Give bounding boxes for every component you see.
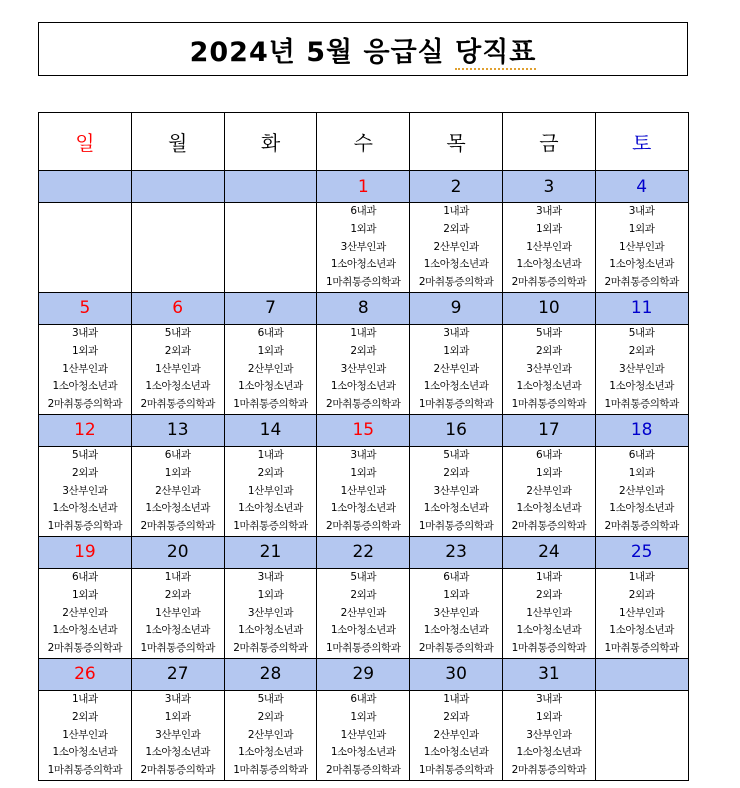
- duty-entry: 2산부인과: [247, 362, 294, 375]
- duty-entry: 1산부인과: [155, 606, 201, 619]
- date-cell: 18: [595, 414, 688, 446]
- duty-row: [39, 324, 689, 414]
- duty-entry: 1산부인과: [340, 484, 386, 497]
- date-cell: 13: [131, 414, 224, 446]
- duty-entry: 1마취통증의학과: [233, 398, 308, 411]
- duty-cell: [317, 446, 410, 536]
- duty-cell: [39, 203, 132, 293]
- duty-entry: 2외과: [164, 588, 191, 601]
- date-row: [39, 171, 689, 203]
- duty-cell: [502, 446, 595, 536]
- duty-entry: 1소아청소년과: [238, 380, 303, 393]
- duty-entry: 1산부인과: [62, 362, 108, 375]
- duty-cell: [131, 690, 224, 780]
- duty-entry: 1마취통증의학과: [233, 520, 308, 533]
- date-cell: 31: [502, 658, 595, 690]
- duty-entry: 1마취통증의학과: [511, 642, 587, 655]
- duty-entry: 3내과: [628, 205, 655, 217]
- duty-entry: 1소아청소년과: [609, 502, 675, 515]
- duty-entry: 1내과: [628, 570, 655, 583]
- duty-entry: 1외과: [257, 588, 284, 601]
- duty-entry: 1외과: [535, 222, 562, 235]
- duty-entry: 1마취통증의학과: [511, 398, 587, 411]
- duty-entry: 2마취통증의학과: [326, 520, 401, 533]
- date-cell: 28: [224, 658, 317, 690]
- duty-entry: 5내과: [164, 326, 191, 339]
- duty-entry: 1소아청소년과: [238, 502, 303, 515]
- duty-entry: 6내과: [628, 448, 655, 461]
- duty-cell: [317, 690, 410, 780]
- duty-entry: 5내과: [350, 570, 377, 583]
- duty-entry: 2외과: [72, 710, 98, 723]
- duty-entry: 1마취통증의학과: [326, 276, 401, 289]
- date-cell: 7: [224, 292, 317, 324]
- duty-cell: [131, 446, 224, 536]
- duty-entry: 3산부인과: [433, 606, 479, 619]
- duty-entry: 1산부인과: [619, 240, 665, 253]
- duty-entry: 2산부인과: [433, 728, 479, 741]
- duty-entry: 1소아청소년과: [52, 624, 118, 637]
- date-cell: [224, 171, 317, 203]
- date-cell: 11: [595, 292, 688, 324]
- date-cell: 9: [410, 292, 503, 324]
- duty-cell: [317, 324, 410, 414]
- duty-entry: 1외과: [350, 222, 377, 235]
- duty-entry: 3내과: [164, 692, 191, 705]
- duty-entry: 3산부인과: [340, 362, 386, 375]
- date-cell: 25: [595, 536, 688, 568]
- duty-entry: 2산부인과: [340, 606, 386, 619]
- date-cell: 6: [131, 292, 224, 324]
- duty-cell: [224, 568, 317, 658]
- duty-entry: 3산부인과: [62, 484, 108, 497]
- duty-entry: 1외과: [350, 466, 377, 479]
- duty-entry: 1소아청소년과: [330, 380, 396, 393]
- duty-cell: [39, 446, 132, 536]
- duty-entry: 1마취통증의학과: [233, 764, 308, 777]
- duty-entry: 2산부인과: [433, 240, 479, 253]
- duty-entry: 2외과: [257, 466, 284, 479]
- duty-entry: 1외과: [628, 466, 655, 479]
- duty-entry: 1소아청소년과: [423, 258, 489, 271]
- duty-entry: 2산부인과: [526, 484, 572, 497]
- duty-cell: [502, 203, 595, 293]
- duty-entry: 2마취통증의학과: [604, 276, 679, 289]
- duty-cell: [131, 324, 224, 414]
- duty-cell: [224, 690, 317, 780]
- date-cell: 12: [39, 414, 132, 446]
- duty-entry: 1산부인과: [340, 728, 386, 741]
- duty-entry: 1산부인과: [526, 240, 572, 253]
- page-title: [190, 30, 537, 69]
- title-box: [38, 22, 688, 76]
- duty-cell: [39, 324, 132, 414]
- duty-entry: 1마취통증의학과: [140, 642, 215, 655]
- duty-entry: 1마취통증의학과: [418, 764, 494, 777]
- duty-entry: 3산부인과: [526, 362, 572, 375]
- duty-entry: 1소아청소년과: [52, 746, 118, 759]
- duty-entry: 1내과: [443, 692, 469, 705]
- duty-entry: 2마취통증의학과: [47, 398, 123, 411]
- date-cell: 8: [317, 292, 410, 324]
- duty-entry: 2마취통증의학과: [511, 764, 587, 777]
- duty-entry: 6내과: [72, 570, 98, 583]
- duty-entry: 6내과: [164, 448, 191, 461]
- duty-entry: 5내과: [72, 448, 98, 461]
- duty-entry: 1마취통증의학과: [418, 520, 494, 533]
- duty-entry: 1내과: [164, 570, 191, 583]
- duty-cell: [595, 690, 688, 780]
- duty-entry: 2산부인과: [619, 484, 665, 497]
- duty-entry: 2마취통증의학과: [326, 398, 401, 411]
- duty-cell: [224, 446, 317, 536]
- duty-entry: 1내과: [350, 326, 377, 339]
- duty-entry: 2마취통증의학과: [233, 642, 308, 655]
- date-cell: 15: [317, 414, 410, 446]
- duty-entry: 2마취통증의학과: [140, 398, 215, 411]
- duty-cell: [224, 324, 317, 414]
- duty-entry: 1외과: [72, 344, 98, 357]
- duty-entry: 1외과: [628, 222, 655, 235]
- duty-entry: 3산부인과: [155, 728, 201, 741]
- duty-entry: 1외과: [257, 344, 284, 357]
- duty-entry: 2마취통증의학과: [326, 764, 401, 777]
- duty-entry: 2마취통증의학과: [140, 764, 215, 777]
- duty-cell: [317, 568, 410, 658]
- date-cell: 29: [317, 658, 410, 690]
- duty-entry: 2산부인과: [62, 606, 108, 619]
- duty-entry: 1내과: [72, 692, 98, 705]
- duty-entry: 2외과: [535, 588, 562, 601]
- date-cell: 21: [224, 536, 317, 568]
- duty-cell: [131, 568, 224, 658]
- duty-entry: 1소아청소년과: [145, 746, 211, 759]
- weekday-header-row: [39, 113, 689, 171]
- duty-entry: 1마취통증의학과: [604, 642, 679, 655]
- duty-entry: 1외과: [164, 710, 191, 723]
- duty-entry: 2마취통증의학과: [140, 520, 215, 533]
- duty-entry: 1소아청소년과: [330, 624, 396, 637]
- duty-entry: 1외과: [443, 344, 469, 357]
- duty-entry: 2외과: [628, 588, 655, 601]
- duty-row: [39, 568, 689, 658]
- duty-entry: 2외과: [257, 710, 284, 723]
- duty-entry: 2외과: [628, 344, 655, 357]
- duty-entry: 2외과: [350, 588, 377, 601]
- duty-entry: 2외과: [535, 344, 562, 357]
- duty-entry: 5내과: [257, 692, 284, 705]
- duty-entry: 6내과: [257, 326, 284, 339]
- duty-entry: 5내과: [443, 448, 469, 461]
- duty-cell: [595, 446, 688, 536]
- date-cell: [39, 171, 132, 203]
- duty-entry: 1소아청소년과: [238, 746, 303, 759]
- title-text: 2024년 5월 응급실: [189, 36, 456, 68]
- date-cell: 23: [410, 536, 503, 568]
- date-cell: 26: [39, 658, 132, 690]
- duty-row: [39, 690, 689, 780]
- duty-entry: 2외과: [443, 466, 469, 479]
- duty-row: [39, 203, 689, 293]
- duty-entry: 3산부인과: [619, 362, 665, 375]
- duty-entry: 1소아청소년과: [516, 502, 582, 515]
- duty-entry: 1소아청소년과: [145, 502, 211, 515]
- duty-entry: 3산부인과: [526, 728, 572, 741]
- duty-entry: 1외과: [443, 588, 469, 601]
- duty-entry: 1소아청소년과: [423, 502, 489, 515]
- date-cell: 2: [410, 171, 503, 203]
- duty-entry: 2외과: [164, 344, 191, 357]
- duty-entry: 1소아청소년과: [330, 746, 396, 759]
- duty-calendar: [38, 112, 689, 781]
- weekday-header: 토: [595, 113, 688, 171]
- duty-entry: 1마취통증의학과: [326, 642, 401, 655]
- duty-entry: 1소아청소년과: [330, 502, 396, 515]
- duty-cell: [502, 324, 595, 414]
- duty-entry: 3내과: [257, 570, 284, 583]
- duty-entry: 2마취통증의학과: [604, 520, 679, 533]
- duty-entry: 1외과: [164, 466, 191, 479]
- duty-entry: 1소아청소년과: [516, 258, 582, 271]
- date-row: [39, 414, 689, 446]
- duty-entry: 3산부인과: [247, 606, 294, 619]
- duty-entry: 3산부인과: [340, 240, 386, 253]
- duty-entry: 1소아청소년과: [52, 502, 118, 515]
- duty-row: [39, 446, 689, 536]
- duty-entry: 1내과: [535, 570, 562, 583]
- duty-entry: 1마취통증의학과: [418, 398, 494, 411]
- duty-cell: [39, 690, 132, 780]
- duty-cell: [410, 446, 503, 536]
- duty-cell: [595, 203, 688, 293]
- weekday-header: 수: [317, 113, 410, 171]
- duty-entry: 3산부인과: [433, 484, 479, 497]
- duty-entry: 5내과: [535, 326, 562, 339]
- duty-entry: 6내과: [443, 570, 469, 583]
- duty-entry: 2외과: [443, 222, 469, 235]
- weekday-header: 월: [131, 113, 224, 171]
- duty-cell: [410, 568, 503, 658]
- date-cell: 27: [131, 658, 224, 690]
- duty-entry: 1산부인과: [526, 606, 572, 619]
- weekday-header: 일: [39, 113, 132, 171]
- duty-cell: [410, 324, 503, 414]
- duty-entry: 1마취통증의학과: [47, 764, 123, 777]
- duty-entry: 3내과: [535, 692, 562, 705]
- duty-entry: 2마취통증의학과: [511, 276, 587, 289]
- duty-entry: 1소아청소년과: [609, 258, 675, 271]
- duty-cell: [502, 690, 595, 780]
- duty-entry: 1외과: [535, 466, 562, 479]
- duty-cell: [224, 203, 317, 293]
- duty-entry: 1소아청소년과: [516, 624, 582, 637]
- duty-cell: [131, 203, 224, 293]
- date-cell: 5: [39, 292, 132, 324]
- date-cell: 17: [502, 414, 595, 446]
- duty-entry: 2외과: [443, 710, 469, 723]
- duty-entry: 1산부인과: [155, 362, 201, 375]
- duty-entry: 1소아청소년과: [145, 624, 211, 637]
- duty-cell: [595, 324, 688, 414]
- duty-entry: 1내과: [443, 205, 469, 217]
- duty-cell: [595, 568, 688, 658]
- date-row: [39, 658, 689, 690]
- date-cell: 14: [224, 414, 317, 446]
- duty-entry: 1소아청소년과: [52, 380, 118, 393]
- duty-entry: 3내과: [350, 448, 377, 461]
- duty-entry: 3내과: [535, 205, 562, 217]
- duty-entry: 1소아청소년과: [423, 624, 489, 637]
- duty-cell: [39, 568, 132, 658]
- duty-entry: 1마취통증의학과: [604, 398, 679, 411]
- duty-cell: [502, 568, 595, 658]
- duty-entry: 2외과: [350, 344, 377, 357]
- date-cell: 24: [502, 536, 595, 568]
- duty-entry: 1내과: [257, 448, 284, 461]
- date-cell: 4: [595, 171, 688, 203]
- duty-entry: 1소아청소년과: [609, 380, 675, 393]
- duty-entry: 1외과: [72, 588, 98, 601]
- date-cell: [131, 171, 224, 203]
- date-row: [39, 292, 689, 324]
- duty-entry: 3내과: [72, 326, 98, 339]
- weekday-header: 금: [502, 113, 595, 171]
- date-cell: 30: [410, 658, 503, 690]
- duty-entry: 2외과: [72, 466, 98, 479]
- duty-entry: 3내과: [443, 326, 469, 339]
- duty-entry: 1소아청소년과: [238, 624, 303, 637]
- date-cell: 22: [317, 536, 410, 568]
- duty-entry: 1산부인과: [247, 484, 294, 497]
- duty-entry: 1소아청소년과: [423, 380, 489, 393]
- date-row: [39, 536, 689, 568]
- duty-entry: 1소아청소년과: [423, 746, 489, 759]
- duty-entry: 6내과: [535, 448, 562, 461]
- date-cell: 1: [317, 171, 410, 203]
- date-cell: 19: [39, 536, 132, 568]
- duty-entry: 1소아청소년과: [330, 258, 396, 271]
- duty-entry: 2산부인과: [247, 728, 294, 741]
- duty-cell: [410, 203, 503, 293]
- duty-entry: 1소아청소년과: [516, 746, 582, 759]
- duty-entry: 5내과: [628, 326, 655, 339]
- duty-entry: 1소아청소년과: [516, 380, 582, 393]
- weekday-header: 화: [224, 113, 317, 171]
- duty-entry: 2마취통증의학과: [418, 642, 494, 655]
- duty-cell: [410, 690, 503, 780]
- duty-entry: 1소아청소년과: [145, 380, 211, 393]
- duty-entry: 6내과: [350, 205, 377, 217]
- date-cell: 10: [502, 292, 595, 324]
- duty-entry: 1산부인과: [62, 728, 108, 741]
- duty-entry: 1소아청소년과: [609, 624, 675, 637]
- duty-entry: 1외과: [535, 710, 562, 723]
- date-cell: 3: [502, 171, 595, 203]
- date-cell: 16: [410, 414, 503, 446]
- weekday-header: 목: [410, 113, 503, 171]
- date-cell: [595, 658, 688, 690]
- duty-cell: [317, 203, 410, 293]
- title-underlined-text: 당직표: [455, 36, 537, 68]
- duty-entry: 2마취통증의학과: [47, 642, 123, 655]
- duty-entry: 2산부인과: [155, 484, 201, 497]
- duty-entry: 1외과: [350, 710, 377, 723]
- duty-entry: 1산부인과: [619, 606, 665, 619]
- duty-entry: 2마취통증의학과: [511, 520, 587, 533]
- duty-entry: 1마취통증의학과: [47, 520, 123, 533]
- duty-entry: 2마취통증의학과: [418, 276, 494, 289]
- duty-entry: 2산부인과: [433, 362, 479, 375]
- duty-entry: 6내과: [350, 692, 377, 705]
- date-cell: 20: [131, 536, 224, 568]
